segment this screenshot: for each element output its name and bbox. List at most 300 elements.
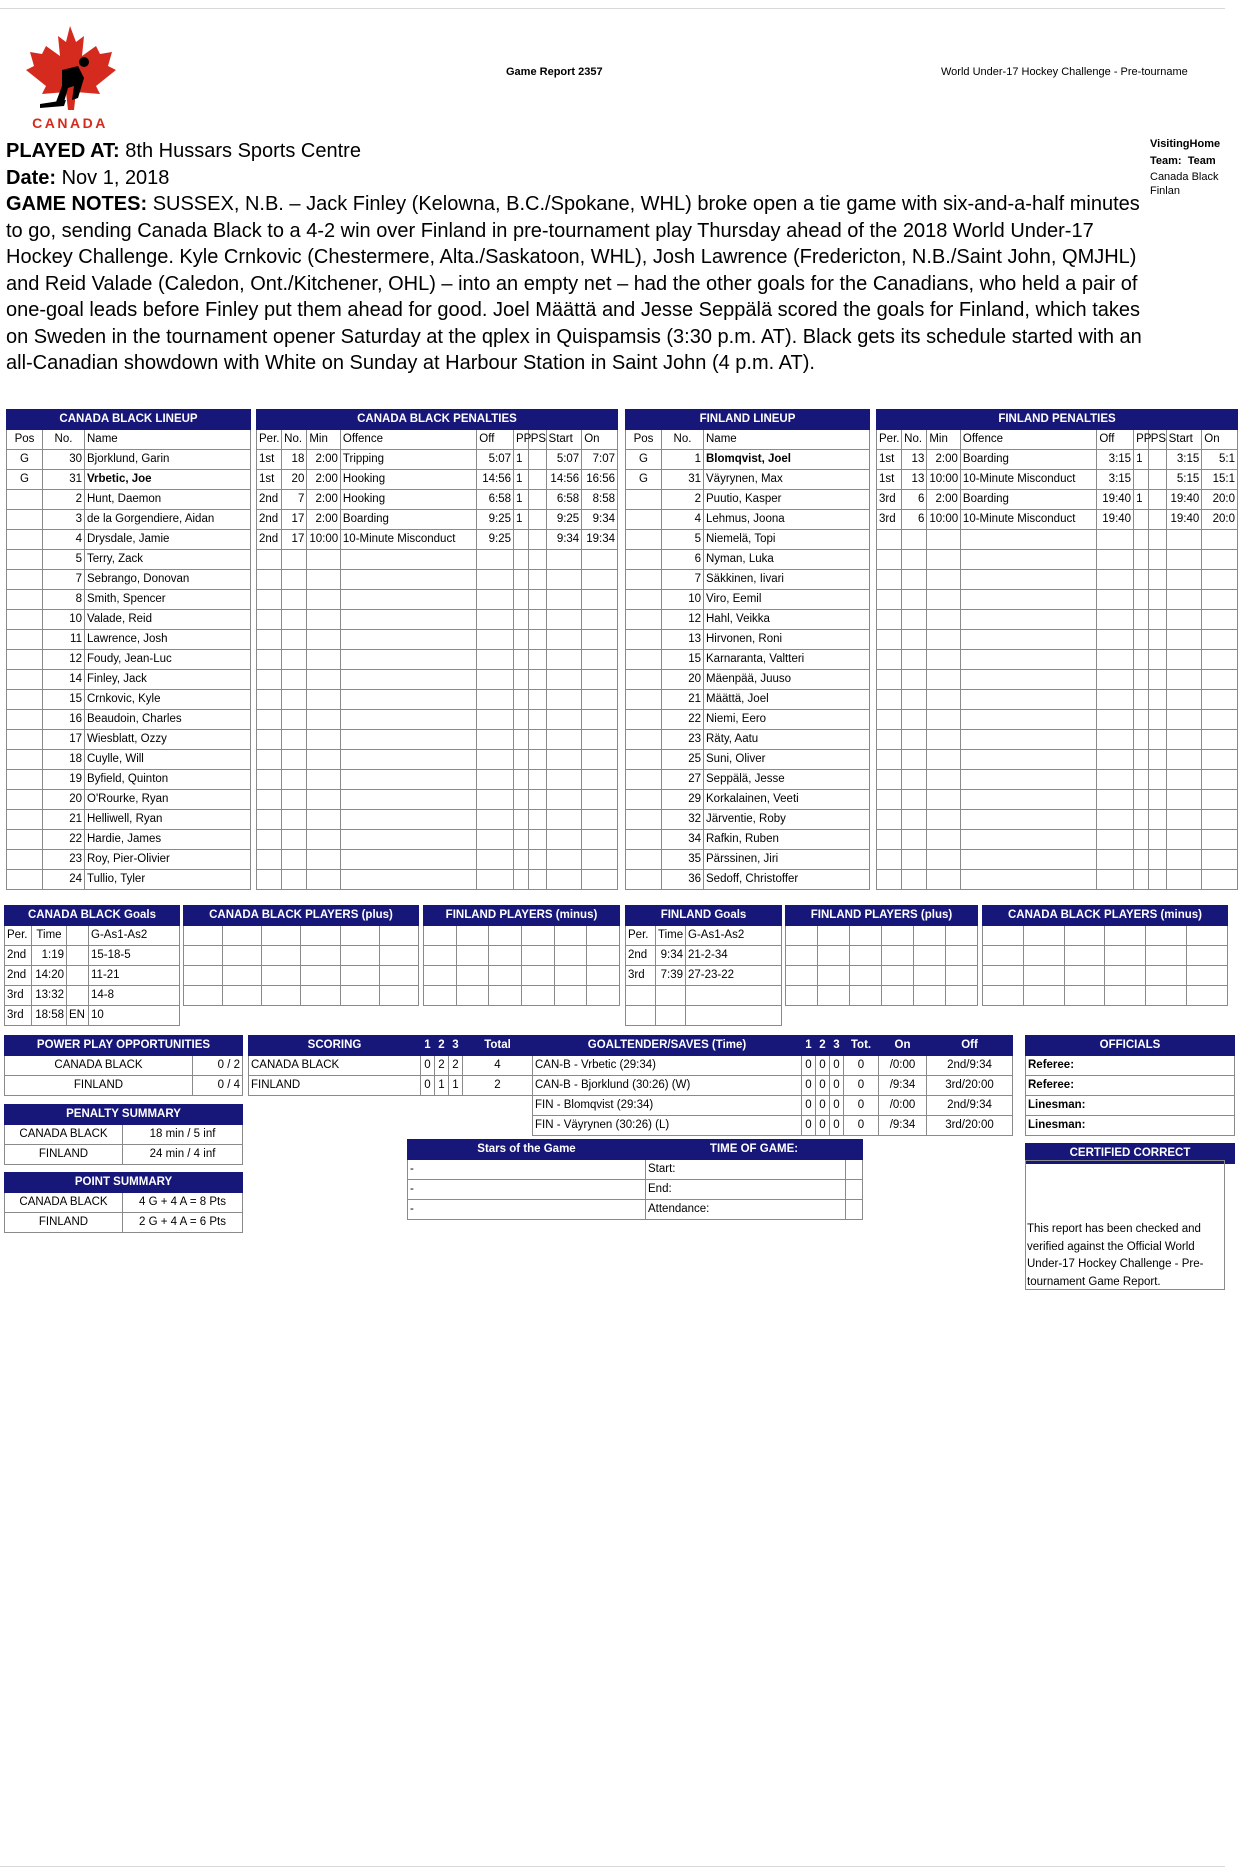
- penalty-start: [546, 670, 582, 690]
- goal-period: 2nd: [5, 966, 32, 986]
- player-name: Niemelä, Topi: [704, 530, 870, 550]
- penalty-row: [877, 530, 1238, 550]
- penalty-offence: [340, 610, 476, 630]
- plusminus-cell: [587, 966, 620, 986]
- penalty-start: 9:34: [546, 530, 582, 550]
- player-number: 3: [43, 510, 85, 530]
- goal-time: 13:32: [32, 986, 67, 1006]
- star-2: -: [408, 1180, 646, 1200]
- col-per: Per.: [877, 430, 902, 450]
- fin-plus-title: FINLAND PLAYERS (plus): [786, 906, 978, 926]
- penalty-min: [927, 550, 961, 570]
- penalty-on: [582, 750, 618, 770]
- penalty-pp: [514, 610, 529, 630]
- penalty-no: [902, 630, 927, 650]
- gt-off: 2nd/9:34: [927, 1056, 1013, 1076]
- notes-label: GAME NOTES:: [6, 193, 148, 215]
- goal-period: 3rd: [626, 966, 656, 986]
- plusminus-row: [786, 926, 978, 946]
- penalty-ps: [528, 850, 546, 870]
- penalty-offence: [340, 690, 476, 710]
- plusminus-cell: [1146, 926, 1187, 946]
- penalty-row: [877, 690, 1238, 710]
- cb-lineup-rows: [7, 450, 251, 890]
- fin-lineup-table: [625, 409, 870, 890]
- plusminus-cell: [184, 986, 223, 1006]
- col-no: No.: [282, 430, 307, 450]
- penalty-row: [257, 830, 618, 850]
- penalty-min: [927, 710, 961, 730]
- player-number: 31: [43, 470, 85, 490]
- fin-plus-rows: [786, 926, 978, 1006]
- penalty-off: 14:56: [477, 470, 514, 490]
- plusminus-cell: [379, 966, 418, 986]
- penalty-min: [307, 730, 341, 750]
- col-gaa: G-As1-As2: [686, 926, 782, 946]
- player-name: Korkalainen, Veeti: [704, 790, 870, 810]
- plusminus-cell: [554, 986, 587, 1006]
- penalty-start: 19:40: [1166, 490, 1202, 510]
- penalty-no: [902, 790, 927, 810]
- player-pos: [7, 590, 43, 610]
- player-name: Valade, Reid: [85, 610, 251, 630]
- penalty-start: [546, 710, 582, 730]
- penalty-no: [902, 870, 927, 890]
- penalty-min: [307, 810, 341, 830]
- penalty-ps: [1148, 590, 1166, 610]
- penalty-start: [546, 830, 582, 850]
- summary-team: FINLAND: [5, 1145, 123, 1165]
- player-number: 12: [662, 610, 704, 630]
- gt-off-header: Off: [927, 1036, 1013, 1056]
- plusminus-cell: [818, 926, 850, 946]
- summary-team: CANADA BLACK: [5, 1193, 123, 1213]
- player-number: 6: [662, 550, 704, 570]
- cb-lineup-title: CANADA BLACK LINEUP: [7, 410, 251, 430]
- penalty-row: [257, 590, 618, 610]
- fin-minus-rows: [424, 926, 620, 1006]
- plusminus-row: [424, 966, 620, 986]
- plusminus-cell: [521, 986, 554, 1006]
- plusminus-cell: [223, 946, 262, 966]
- player-pos: [626, 530, 662, 550]
- plusminus-cell: [914, 926, 946, 946]
- player-name: Hunt, Daemon: [85, 490, 251, 510]
- gt-off: 3rd/20:00: [927, 1116, 1013, 1136]
- penalty-on: [1202, 730, 1238, 750]
- penalty-ps: [528, 530, 546, 550]
- player-name: Drysdale, Jamie: [85, 530, 251, 550]
- player-pos: [626, 610, 662, 630]
- svg-text:CANADA: CANADA: [32, 115, 108, 131]
- penalty-on: [582, 670, 618, 690]
- penalty-off: [1097, 750, 1134, 770]
- goal-period: [626, 986, 656, 1006]
- penalty-per: [257, 750, 282, 770]
- player-name: Cuylle, Will: [85, 750, 251, 770]
- player-row: [626, 610, 870, 630]
- player-row: [7, 450, 251, 470]
- goal-time: [656, 1006, 686, 1026]
- player-pos: [7, 670, 43, 690]
- penalty-per: 1st: [877, 470, 902, 490]
- scoring-p2: 1: [435, 1076, 449, 1096]
- penalty-off: [477, 810, 514, 830]
- player-name: Roy, Pier-Olivier: [85, 850, 251, 870]
- home-label: Home: [1189, 138, 1221, 150]
- player-row: [626, 690, 870, 710]
- penalty-start: [546, 650, 582, 670]
- penalty-on: 7:07: [582, 450, 618, 470]
- plusminus-cell: [554, 926, 587, 946]
- player-row: [626, 470, 870, 490]
- penalty-off: [1097, 650, 1134, 670]
- penalty-off: [1097, 850, 1134, 870]
- plusminus-cell: [1023, 926, 1064, 946]
- player-name: Sedoff, Christoffer: [704, 870, 870, 890]
- penalty-min: [927, 630, 961, 650]
- penalty-ps: [1148, 490, 1166, 510]
- penalty-min: [927, 650, 961, 670]
- penalty-ps: [1148, 510, 1166, 530]
- penalty-row: [877, 750, 1238, 770]
- penalty-on: [1202, 550, 1238, 570]
- penalty-on: [582, 550, 618, 570]
- penalty-start: [546, 810, 582, 830]
- gt-p1: 0: [802, 1076, 816, 1096]
- penalty-row: [877, 830, 1238, 850]
- plusminus-cell: [850, 926, 882, 946]
- penalty-min: [307, 770, 341, 790]
- player-name: Järventie, Roby: [704, 810, 870, 830]
- penalty-start: [546, 730, 582, 750]
- penalty-off: 5:07: [477, 450, 514, 470]
- col-off: Off: [477, 430, 514, 450]
- penalty-per: [257, 630, 282, 650]
- penalty-per: [257, 870, 282, 890]
- player-pos: [626, 570, 662, 590]
- summary-row: [5, 1193, 243, 1213]
- goaltender-row: [533, 1076, 1013, 1096]
- player-row: [626, 630, 870, 650]
- penalty-ps: [528, 450, 546, 470]
- goal-period: [626, 1006, 656, 1026]
- penalty-off: 19:40: [1097, 490, 1134, 510]
- penalty-min: [927, 730, 961, 750]
- penalty-offence: [960, 710, 1096, 730]
- penalty-per: [877, 530, 902, 550]
- summary-row: [5, 1125, 243, 1145]
- penalty-start: 14:56: [546, 470, 582, 490]
- penalty-per: [257, 810, 282, 830]
- plusminus-cell: [456, 926, 489, 946]
- penalty-row: [257, 490, 618, 510]
- penalty-offence: [960, 550, 1096, 570]
- penalty-per: [877, 830, 902, 850]
- col-pos: Pos: [626, 430, 662, 450]
- fin-penalty-rows: [877, 450, 1238, 890]
- penalty-ps: [1148, 750, 1166, 770]
- goal-row: [626, 986, 782, 1006]
- penalty-start: [1166, 650, 1202, 670]
- gt-p2: 0: [816, 1096, 830, 1116]
- penalty-on: [582, 810, 618, 830]
- penalty-summary-title: PENALTY SUMMARY: [5, 1105, 243, 1125]
- penalty-min: [307, 830, 341, 850]
- penalty-pp: 1: [514, 450, 529, 470]
- player-row: [7, 670, 251, 690]
- fin-goals-table: [625, 905, 782, 1026]
- player-row: [626, 790, 870, 810]
- plusminus-cell: [818, 986, 850, 1006]
- penalty-row: [257, 510, 618, 530]
- penalty-on: [1202, 570, 1238, 590]
- player-pos: [626, 510, 662, 530]
- penalty-on: [582, 690, 618, 710]
- plusminus-cell: [424, 926, 457, 946]
- player-number: 20: [43, 790, 85, 810]
- penalty-min: [307, 790, 341, 810]
- plusminus-cell: [1187, 946, 1228, 966]
- player-name: Suni, Oliver: [704, 750, 870, 770]
- penalty-off: [1097, 610, 1134, 630]
- penalty-per: 1st: [257, 470, 282, 490]
- fin-penalties-table: [876, 409, 1238, 890]
- penalty-ps: [528, 730, 546, 750]
- point-summary-table: [4, 1172, 243, 1233]
- penalty-no: [282, 690, 307, 710]
- goal-time: 1:19: [32, 946, 67, 966]
- penalty-no: [282, 770, 307, 790]
- penalty-pp: [514, 550, 529, 570]
- plusminus-cell: [379, 946, 418, 966]
- player-row: [626, 750, 870, 770]
- summary-row: [5, 1056, 243, 1076]
- penalty-no: 18: [282, 450, 307, 470]
- scoring-table: [248, 1035, 533, 1096]
- penalty-pp: 1: [1134, 490, 1149, 510]
- player-row: [626, 490, 870, 510]
- penalty-off: [477, 850, 514, 870]
- penalty-min: 2:00: [927, 490, 961, 510]
- fin-goal-rows: [626, 946, 782, 1026]
- gt-tot: 0: [844, 1096, 879, 1116]
- player-pos: [7, 750, 43, 770]
- scoring-team: CANADA BLACK: [249, 1056, 421, 1076]
- plusminus-cell: [379, 926, 418, 946]
- player-row: [7, 770, 251, 790]
- penalty-per: [257, 670, 282, 690]
- player-name: Mäenpää, Juuso: [704, 670, 870, 690]
- gt-p2: 0: [816, 1076, 830, 1096]
- col-pp: PP: [1134, 430, 1149, 450]
- player-name: Sebrango, Donovan: [85, 570, 251, 590]
- game-notes: SUSSEX, N.B. – Jack Finley (Kelowna, B.C./Spokane, WHL) broke open a tie game with six-and-a-half minutes to go, sending Canada Black to a 4-2 win over Finland in pre-tournament play Thursday ahead of the 2018 World Under-17 Hockey Challenge. Kyle Crnkovic (Chestermere, Alta./Saskatoon, WHL), Josh Lawrence (Fredericton, N.B./Saint John, QMJHL) and Reid Valade (Caledon, Ont./Kitchener, OHL) – into an empty net – had the other goals for the Canadians, who held a pair of one-goal leads before Finley put them ahead for good. Joel Määttä and Jesse Seppälä scored the goals for Finland, which takes on Sweden in the tournament opener Saturday at the qplex in Quispamsis (3:30 p.m. AT). Black gets its schedule started with an all-Canadian showdown with White on Sunday at Harbour Station in Saint John (4 p.m. AT).: [6, 193, 1142, 374]
- penalty-no: [902, 690, 927, 710]
- penalty-start: [546, 550, 582, 570]
- plusminus-cell: [340, 946, 379, 966]
- time-of-game-title: TIME OF GAME:: [646, 1140, 863, 1160]
- penalty-off: [477, 630, 514, 650]
- player-number: 22: [43, 830, 85, 850]
- player-pos: [7, 510, 43, 530]
- penalty-per: [257, 790, 282, 810]
- player-number: 21: [43, 810, 85, 830]
- plusminus-cell: [1064, 986, 1105, 1006]
- penalty-off: [477, 770, 514, 790]
- goal-row: [5, 1006, 180, 1026]
- player-pos: [7, 630, 43, 650]
- player-pos: [7, 870, 43, 890]
- col-no: No.: [43, 430, 85, 450]
- penalty-min: 2:00: [307, 490, 341, 510]
- stars-title: Stars of the Game: [408, 1140, 646, 1160]
- player-row: [7, 830, 251, 850]
- game-start-value: [846, 1160, 863, 1180]
- player-row: [7, 750, 251, 770]
- penalty-ps: [528, 750, 546, 770]
- penalty-min: [927, 810, 961, 830]
- goal-row: [5, 966, 180, 986]
- cb-minus-title: CANADA BLACK PLAYERS (minus): [983, 906, 1228, 926]
- penalty-start: [1166, 570, 1202, 590]
- penalty-per: [877, 790, 902, 810]
- plusminus-cell: [882, 966, 914, 986]
- penalty-off: [477, 710, 514, 730]
- penalty-on: [1202, 670, 1238, 690]
- goal-time: [656, 986, 686, 1006]
- col-on: On: [582, 430, 618, 450]
- penalty-ps: [528, 630, 546, 650]
- player-pos: [7, 650, 43, 670]
- plusminus-cell: [818, 946, 850, 966]
- col-offence: Offence: [960, 430, 1096, 450]
- penalty-row: [877, 550, 1238, 570]
- player-number: 15: [662, 650, 704, 670]
- player-name: Hahl, Veikka: [704, 610, 870, 630]
- plusminus-cell: [184, 946, 223, 966]
- penalty-ps: [1148, 530, 1166, 550]
- penalty-no: [902, 570, 927, 590]
- penalty-pp: [1134, 570, 1149, 590]
- fin-lineup-rows: [626, 450, 870, 890]
- penalty-pp: [514, 570, 529, 590]
- player-row: [626, 830, 870, 850]
- penalty-pp: [514, 690, 529, 710]
- plusminus-cell: [262, 986, 301, 1006]
- player-name: Viro, Eemil: [704, 590, 870, 610]
- penalty-ps: [1148, 790, 1166, 810]
- player-pos: G: [626, 450, 662, 470]
- plusminus-cell: [850, 966, 882, 986]
- player-number: 20: [662, 670, 704, 690]
- penalty-start: [1166, 710, 1202, 730]
- penalty-ps: [528, 510, 546, 530]
- plusminus-cell: [1146, 966, 1187, 986]
- player-number: 17: [43, 730, 85, 750]
- penalty-no: 13: [902, 450, 927, 470]
- penalty-offence: [340, 850, 476, 870]
- player-name: Blomqvist, Joel: [704, 450, 870, 470]
- penalty-min: [307, 610, 341, 630]
- fin-minus-title: FINLAND PLAYERS (minus): [424, 906, 620, 926]
- plusminus-cell: [587, 946, 620, 966]
- penalty-min: [307, 750, 341, 770]
- penalty-no: 6: [902, 490, 927, 510]
- penalty-min: [927, 690, 961, 710]
- penalty-pp: [514, 730, 529, 750]
- player-pos: [626, 810, 662, 830]
- penalty-min: 2:00: [307, 450, 341, 470]
- player-row: [7, 490, 251, 510]
- fin-minus-table: [423, 905, 620, 1006]
- summary-value: 0 / 2: [193, 1056, 243, 1076]
- penalty-min: [307, 670, 341, 690]
- penalty-no: [902, 670, 927, 690]
- penalty-on: [1202, 630, 1238, 650]
- player-number: 34: [662, 830, 704, 850]
- penalty-pp: [1134, 810, 1149, 830]
- col-offence: Offence: [340, 430, 476, 450]
- top-divider: [0, 8, 1225, 9]
- plusminus-cell: [1146, 946, 1187, 966]
- player-pos: [7, 850, 43, 870]
- fin-goals-title: FINLAND Goals: [626, 906, 782, 926]
- penalty-per: [877, 550, 902, 570]
- player-pos: [7, 830, 43, 850]
- fin-lineup-title: FINLAND LINEUP: [626, 410, 870, 430]
- game-start-label: Start:: [646, 1160, 846, 1180]
- plusminus-cell: [946, 966, 978, 986]
- penalty-off: [1097, 670, 1134, 690]
- penalty-off: [477, 870, 514, 890]
- plusminus-cell: [424, 986, 457, 1006]
- penalty-off: [1097, 690, 1134, 710]
- penalty-no: 17: [282, 530, 307, 550]
- penalty-min: [307, 570, 341, 590]
- player-pos: [626, 730, 662, 750]
- penalty-min: [927, 530, 961, 550]
- player-name: Nyman, Luka: [704, 550, 870, 570]
- player-pos: [7, 490, 43, 510]
- player-number: 10: [43, 610, 85, 630]
- player-pos: G: [7, 470, 43, 490]
- plusminus-row: [983, 926, 1228, 946]
- penalty-on: [1202, 530, 1238, 550]
- plusminus-cell: [456, 966, 489, 986]
- player-pos: [626, 650, 662, 670]
- player-pos: [7, 710, 43, 730]
- player-number: 16: [43, 710, 85, 730]
- penalty-off: 6:58: [477, 490, 514, 510]
- col-start: Start: [1166, 430, 1202, 450]
- player-row: [7, 810, 251, 830]
- penalty-off: [1097, 530, 1134, 550]
- player-number: 8: [43, 590, 85, 610]
- scoring-p2: 2: [435, 1056, 449, 1076]
- col-name: Name: [704, 430, 870, 450]
- penalty-ps: [528, 470, 546, 490]
- player-number: 31: [662, 470, 704, 490]
- player-row: [626, 730, 870, 750]
- player-row: [626, 530, 870, 550]
- penalty-per: 2nd: [257, 490, 282, 510]
- penalty-row: [257, 730, 618, 750]
- col-no: No.: [662, 430, 704, 450]
- penalty-pp: [514, 850, 529, 870]
- penalty-on: [582, 790, 618, 810]
- penalty-no: [902, 830, 927, 850]
